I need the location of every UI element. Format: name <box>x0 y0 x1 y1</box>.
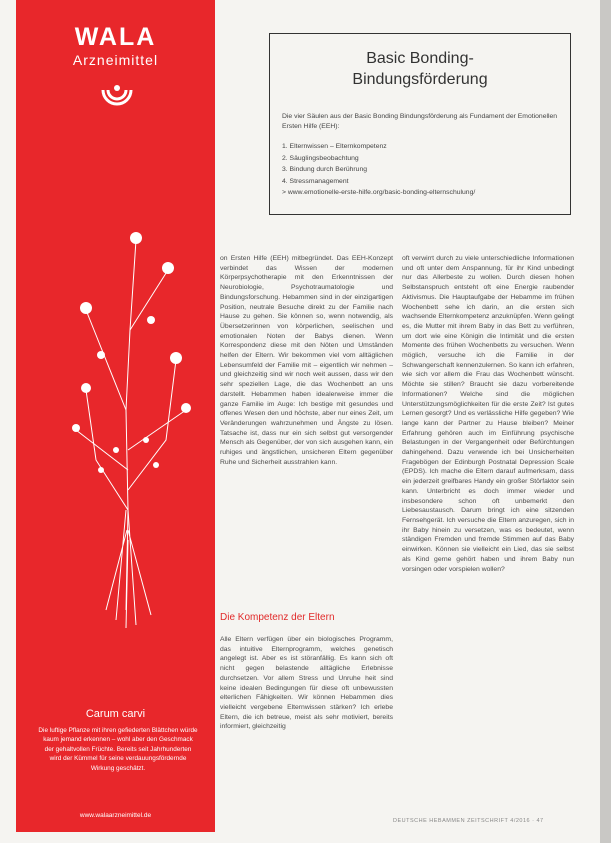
brand-name: WALA <box>74 23 157 51</box>
box-list-item: 3. Bindung durch Berührung <box>282 166 368 173</box>
brand-subtitle: Arzneimittel <box>72 52 159 68</box>
wala-advertisement <box>16 0 215 832</box>
article-text: Alle Eltern verfügen über ein biologisches Programm, das intuitive Elternprogramm, welches genetisch angelegt ist. Aber es ist störanfällig. Es kann sich oft nicht gegen belastende alltägliche Erlebnisse durchsetzen. Vor allem Stress und Unruhe heit sind keine idealen Bedingungen für diese oft unbewussten elterlichen Fähigkeiten. Wir können Hebammen dies vielleicht vergebene Elternwissen stärken? Ich erlebe Eltern, die ich betreue, meist als sehr motiviert, bereits informiert, gleichzeitig <box>220 636 393 731</box>
box-title <box>270 48 570 90</box>
ad-copy-text: Die luftige Pflanze mit ihren gefiederten Blättchen würde kaum jemand erkennen – wohl aber den Geschmack der gehaltvollen Früchte. Bereits seit Jahrhunderten wird der Kümmel für seine verdauungsfördernde Wirkung geschätzt. <box>38 727 198 772</box>
box-link[interactable]: > www.emotionelle-erste-hilfe.org/basic-bonding-elternschulung/ <box>282 189 476 196</box>
box-title-line2: Bindungsförderung <box>352 71 488 88</box>
wala-logo-icon <box>100 76 134 110</box>
article-column-1 <box>220 254 393 467</box>
ad-url-link[interactable]: www.walaarzneimittel.de <box>79 812 152 819</box>
article-column-2 <box>402 254 574 574</box>
article-text: oft verwirrt durch zu viele unterschiedliche Informationen und oft unter dem Anspannung, für ihr Kind unbedingt nur das Allerbeste zu wollen. Durch diesen hohen Selbstanspruch entsteht oft eine Energie raubender Aktivismus. Die Hauptaufgabe der Hebamme im frühen Wochenbett sehe ich darin, an die ersten sich wachsende Elternkompetenz anzuknüpfen. Wenn gelingt es, die Mutter mit ihrem Baby in das Bett zu verführen, um dort wie eine Königin die Intimität und die ersten Momente des frühen Wochenbetts zu versuchen. Wenn möglich, versuche ich die Familie in der Schwangerschaft kennenzulernen. So kann ich erfahren, wie sich vor allem die Frau das Wochenbett wünscht. Möchte sie stillen? Braucht sie dazu vorbereitende Informationen? Welche sind die möglichen Unterstützungsmöglichkeiten für die erste Zeit? Ist gutes Lernen gesorgt? Und es verlässliche Hilfe gegeben? Wie lange kann der Partner zu Hause bleiben? Meiner Erfahrung gehören auch im Einführung psychische Belastungen in der Vergangenheit oder Befürchtungen dahingehend. Dazu verwende ich bei Unsicherheiten Fragebögen der Edinburgh Postnatal Depression Scale (EPDS). Ich mache die Eltern darauf aufmerksam, dass ein jederzeit greifbares Handy ein großer Störfaktor sein kann. Unterbricht es doch immer wieder und insbesondere schon oft unbemerkt den Liebesaustausch. Darum bringt ich eine sitzenden Fernsehgerät. Ich versuche die Eltern anzuregen, sich in ihr Baby hinein zu versetzen, was es bedeutet, wenn ständigen Fremden und fremde Stimmen auf das Baby einwirken. Können sie vielleicht ein Lied, das sie selbst als Kind gerne gehört haben und ihrem Baby nun vorsingen oder vorspielen wollen? <box>402 255 574 573</box>
box-list-item: 4. Stressmanagement <box>282 177 349 185</box>
article-column-1-continued <box>220 635 393 732</box>
box-list-item: 1. Elternwissen – Elternkompetenz <box>282 143 387 150</box>
product-title: Carum carvi <box>85 708 146 720</box>
box-title-line1: Basic Bonding- <box>366 50 474 67</box>
page-footer: DEUTSCHE HEBAMMEN ZEITSCHRIFT 4/2016 · 47 <box>393 818 544 824</box>
info-box <box>269 33 571 215</box>
box-list-item: 2. Säuglingsbeobachtung <box>282 154 359 162</box>
box-list <box>282 141 567 199</box>
page-edge <box>600 0 611 843</box>
article-text: on Ersten Hilfe (EEH) mitbegründet. Das EEH-Konzept verbindet das Wissen der modernen Körperpsychotherapie mit den Erkenntnissen der Neurobiologie, Psychotraumatologie und Bindungsforschung. Hebammen sind in der einzigartigen Position, neutrale Besuche direkt zu der Familie nach Hause zu gehen. Sie können so, wenn notwendig, als Übersetzerinnen von körperlichen, seelischen und emotionalen Noten der Babys dienen. Wenn Korrespondenz diese mit den Nöten und Umständen helfen der Eltern. Wir bekommen viel vom alltäglichen Lebensumfeld der Familie mit – eigentlich wir nehmen – und gleichzeitig sind wir noch weit aussen, dass wir den sehr speziellen Lage, die das Wochenbett an uns darstellt. Hebammen haben idealerweise immer die ganze Familie im Auge: Ich bestige mit gesundes und offenes Wesen den und höchste, aber nur eines Zeit, um Veränderungen wahrzunehmen und Ängste zu lösen. Tatsache ist, dass nur ein sich selbst gut versorgender Mensch als Gegenüber, der von sich ausgehen kann, ein ruhiges und ängstlichen, unsicheren Eltern gegenüber Ruhe und Sicherheit ausstrahlen kann. <box>220 255 393 466</box>
section-heading: Die Kompetenz der Eltern <box>220 612 335 623</box>
caraway-plant-illustration <box>56 210 196 630</box>
box-intro: Die vier Säulen aus der Basic Bonding Bindungsförderung als Fundament der Emotionellen Ersten Hilfe (EEH): <box>282 113 558 130</box>
